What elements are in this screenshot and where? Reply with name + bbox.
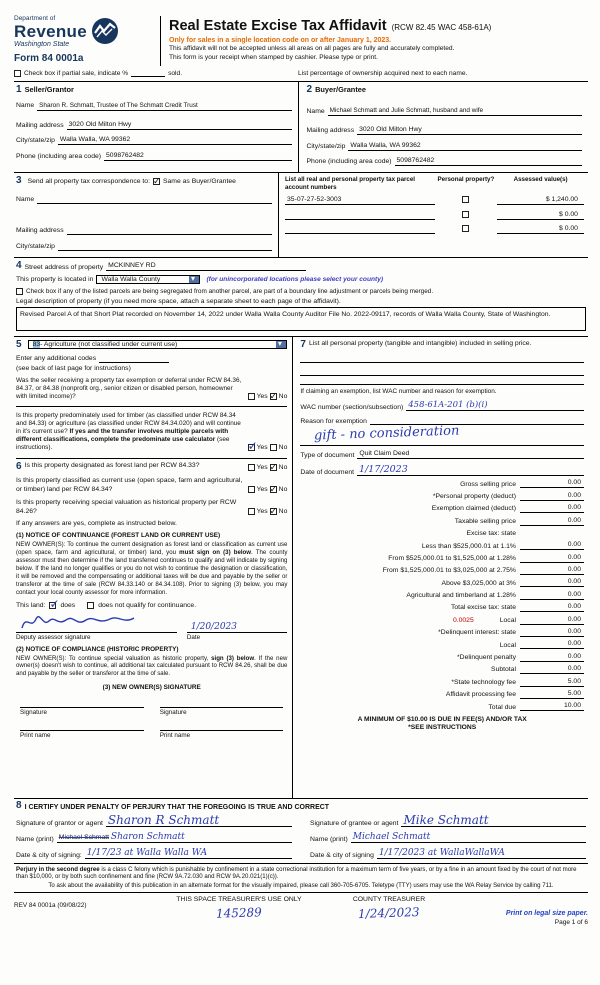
county-dropdown-value[interactable]: Walla Walla County	[101, 275, 161, 283]
signature-label: Signature	[20, 709, 47, 717]
seller-buyer-sections	[14, 81, 588, 172]
form-footer	[14, 892, 588, 926]
tier1-tax-field[interactable]: 0.00	[520, 541, 584, 550]
dept-of-label: Department of	[14, 15, 56, 22]
doc-date-label: Date of document	[300, 468, 355, 476]
partial-sold-label: sold.	[168, 70, 183, 77]
buyer-mailing-field[interactable]: 3020 Old Milton Hwy	[357, 126, 582, 135]
assessed-value-field[interactable]: $ 0.00	[497, 211, 584, 220]
parcel-row	[285, 196, 584, 205]
exemption-note: If claiming an exemption, list WAC number and reason for exemption.	[300, 387, 497, 395]
section-7-number: 7	[300, 338, 306, 350]
doc-date-field[interactable]: 1/17/2023	[357, 464, 584, 476]
agri-timber-tax-field[interactable]: 0.00	[520, 591, 584, 600]
page-title: Real Estate Excise Tax Affidavit	[169, 18, 387, 34]
section-certification	[14, 798, 588, 863]
tax-line: From $525,000.01 to $1,525,000 at 1.28% 0.00	[300, 554, 584, 563]
q2-yes-checkbox[interactable]	[248, 444, 255, 451]
corr-mailing-label: Mailing address	[16, 227, 64, 235]
reason-exemption-field[interactable]	[370, 416, 584, 425]
tax-line: *Personal property (deduct) 0.00	[300, 492, 584, 501]
seller-phone-field[interactable]: 5098762482	[104, 152, 291, 161]
q1-yes-checkbox[interactable]	[248, 393, 255, 400]
grantee-name-field[interactable]: Michael Schmatt	[351, 832, 586, 843]
revenue-wordmark: Revenue	[14, 21, 87, 41]
section-property	[14, 257, 588, 336]
section-6-number: 6	[16, 461, 22, 473]
print-name-label: Print name	[20, 732, 51, 740]
assessed-col-header: Assessed value(s)	[513, 176, 568, 184]
print-legal-note: Print on legal size paper.	[505, 910, 588, 918]
grantor-signature-label: Signature of grantor or agent	[16, 819, 103, 827]
legal-description-label: Legal description of property (if you need more space, attach a separate sheet to each page of the affidavit).	[16, 297, 341, 305]
if-yes-note: If any answers are yes, complete as instructed below.	[16, 520, 177, 528]
yes-label: Yes	[256, 507, 268, 515]
tax-line: Agricultural and timberland at 1.28% 0.00	[300, 591, 584, 600]
deputy-date-value: 1/20/2023	[190, 621, 237, 632]
q1-no-checkbox[interactable]	[270, 393, 277, 400]
no-label: No	[278, 507, 288, 515]
buyer-mailing-label: Mailing address	[306, 127, 355, 134]
section-1-number: 1	[16, 84, 22, 95]
does-qualify-checkbox[interactable]	[49, 602, 56, 609]
tax-line: Less than $525,000.01 at 1.1% 0.00	[300, 541, 584, 550]
section-buyer	[298, 82, 589, 172]
certify-statement: I CERTIFY UNDER PENALTY OF PERJURY THAT THE FOREGOING IS TRUE AND CORRECT	[24, 803, 330, 811]
dor-logo-block	[14, 16, 152, 64]
personal-prop-checkbox[interactable]	[462, 225, 469, 232]
county-dropdown[interactable]	[96, 275, 200, 284]
county-treasurer-stamp: 1/24/2023	[358, 905, 420, 922]
grantor-name-label: Name (print)	[16, 835, 54, 843]
corr-city-label: City/state/zip	[16, 242, 55, 250]
tax-line: Local 0.00	[300, 640, 584, 649]
dropdown-arrow-icon[interactable]	[276, 341, 286, 348]
exemption-claimed-field[interactable]: 0.00	[520, 504, 584, 513]
personal-property-label: List all personal property (tangible and intangible) included in selling price.	[308, 339, 532, 347]
assessed-value-field[interactable]: $ 0.00	[497, 225, 584, 234]
technology-fee-field[interactable]: 5.00	[520, 678, 584, 687]
parcel-number-field[interactable]: 35-07-27-52-3003	[285, 196, 434, 205]
deputy-date-label: Date	[186, 633, 201, 641]
predominate-use-question: Is this property predominately used for timber (as classified under RCW 84.34 and 84.33) or agriculture (as classified under RCW 84.34.020) and will continue in it's current use?	[16, 412, 241, 436]
partial-sale-checkbox[interactable]	[14, 70, 21, 77]
tax-line: Taxable selling price 0.00	[300, 517, 584, 526]
tier3-tax-field[interactable]: 0.00	[520, 566, 584, 575]
personal-prop-col-header: Personal property?	[437, 176, 495, 184]
currentuse-no-checkbox[interactable]	[270, 486, 277, 493]
county-treasurer-label: COUNTY TREASURER	[352, 896, 426, 904]
notice-compliance-title: (2) NOTICE OF COMPLIANCE (HISTORIC PROPERTY)	[16, 645, 179, 653]
historic-yes-checkbox[interactable]	[248, 508, 255, 515]
buyer-name-field[interactable]: Michael Schmatt and Julie Schmatt, husband and wife	[328, 107, 582, 116]
total-state-excise-field[interactable]: 0.00	[520, 603, 584, 612]
partial-sale-row	[14, 70, 588, 77]
currentuse-yes-checkbox[interactable]	[248, 486, 255, 493]
dor-logo-icon	[91, 17, 119, 47]
street-address-label: Street address of property	[24, 263, 104, 271]
dropdown-arrow-icon[interactable]	[189, 276, 199, 283]
use-code-value[interactable]: 83	[32, 341, 41, 349]
rev-number: REV 84 0001a (09/08/22)	[14, 902, 87, 910]
partial-sale-label: Check box if partial sale, indicate %	[24, 70, 129, 77]
section-5-number: 5	[16, 338, 22, 350]
delinquent-penalty-field[interactable]: 0.00	[520, 653, 584, 662]
no-label: No	[278, 485, 288, 493]
section-tax-computation	[292, 337, 588, 798]
seller-phone-label: Phone (including area code)	[16, 152, 102, 160]
perjury-text: is a class C felony which is punishable by confinement in a state correctional institution for a maximum term of five years, or by a fine in an amount fixed by the court of not more than $10,000, or by both such confinement and fine (RCW 9A.72.030 and RCW 9A.20.021(1)(c)).	[16, 865, 577, 881]
main-columns	[14, 336, 588, 798]
yes-label: Yes	[256, 463, 268, 471]
segregated-label: Check box if any of the listed parcels are being segregated from another parcel, are part of a boundary line adjustment or parcels being merged.	[26, 287, 434, 295]
historic-no-checkbox[interactable]	[270, 508, 277, 515]
doc-type-field[interactable]: Quit Claim Deed	[357, 450, 584, 459]
tax-line: Affidavit processing fee 5.00	[300, 690, 584, 699]
signature-label: Signature	[159, 709, 187, 717]
wac-number-field[interactable]: 458-61A-201 (b)(i)	[406, 400, 584, 411]
corr-name-label: Name	[16, 196, 35, 204]
seller-title: Seller/Grantor	[24, 85, 74, 94]
personal-property-field-2[interactable]	[300, 363, 584, 376]
tax-line: Exemption claimed (deduct) 0.00	[300, 504, 584, 513]
historic-question: Is this property receiving special valuation as historical property per RCW 84.26?	[16, 499, 237, 515]
predominate-use-bold: If yes and the transfer involves multiple parcels with different classifications, complete the predominate use calculator	[16, 428, 229, 444]
wac-number-label: WAC number (section/subsection)	[300, 403, 404, 411]
delinquent-interest-local-field[interactable]: 0.00	[520, 640, 584, 649]
parcel-number-field[interactable]	[285, 225, 434, 234]
form-header	[14, 16, 588, 66]
page-number: Page 1 of 6	[554, 919, 588, 927]
header-notice-1: Only for sales in a single location code on or after January 1, 2023.	[169, 37, 392, 44]
no-label: No	[278, 463, 288, 471]
header-notice-3: This form is your receipt when stamped by cashier. Please type or print.	[169, 53, 378, 61]
buyer-phone-label: Phone (including area code)	[306, 158, 392, 166]
grantor-signature-field[interactable]: Sharon R Schmatt	[106, 816, 292, 827]
use-code-dropdown[interactable]	[28, 340, 288, 349]
does-not-label: does not qualify for continuance.	[98, 601, 197, 609]
yes-label: Yes	[256, 443, 268, 451]
street-address-field[interactable]: MCKINNEY RD	[106, 262, 306, 271]
section-correspondence	[14, 172, 588, 257]
seller-name-field[interactable]: Sharon R. Schmatt, Trustee of The Schmatt Credit Trust	[37, 102, 291, 111]
grantee-signature-label: Signature of grantee or agent	[310, 819, 399, 827]
does-not-qualify-checkbox[interactable]	[87, 602, 94, 609]
see-instructions-note: *SEE INSTRUCTIONS	[408, 724, 477, 732]
yes-label: Yes	[256, 392, 268, 400]
new-owner-signature-field-2[interactable]	[160, 697, 284, 708]
parcel-row	[285, 211, 584, 220]
delinquent-interest-state-field[interactable]: 0.00	[520, 628, 584, 637]
doc-type-label: Type of document	[300, 451, 355, 459]
yes-label: Yes	[256, 485, 268, 493]
does-label: does	[60, 601, 76, 609]
tax-line: 0.0025 Local 0.00	[300, 616, 584, 625]
forest-no-checkbox[interactable]	[270, 464, 277, 471]
reason-exemption-handwritten: gift - no consideration	[314, 423, 460, 444]
forest-land-question: Is this property designated as forest land per RCW 84.33?	[24, 462, 200, 470]
tax-line: Total excise tax: state 0.00	[300, 603, 584, 612]
this-land-label: This land:	[16, 601, 46, 609]
tax-line: Above $3,025,000 at 3% 0.00	[300, 578, 584, 587]
total-due-field[interactable]: 10.00	[520, 702, 584, 711]
grantor-date-field[interactable]: 1/17/23 at Walla Walla WA	[85, 848, 292, 859]
tier4-tax-field[interactable]: 0.00	[520, 578, 584, 587]
section-designation: 6 Is this property designated as forest land per RCW 84.33? Yes ✓ No Is this property classified as current use (open space, farm and agricultural, or timber) land per RCW 84.34? Yes ✓ No Is this property receiving special valuation as historical property per RCW 84.26? Yes ✓ No If any answers are yes, complete as instructed below. (1) NOTICE OF CONTINUANCE (FOREST LAND OR CURRENT USE) NEW OWNER(S): To continue the current designation as forest land or classification as current use (open space, farm and agricultural, or timber) land, you must sign on (3) below. The county assessor must then determine if the land transferred continues to qualify and will indicate by signing below. If the land no longer qualifies or you do not wish to continue the designation or classification, it will be removed and the compensating or additional taxes will be due and payable by the seller or transferor at the time of sale (RCW 84.33.140 or 84.34.108). Prior to signing (3) below, you may contact your local county assessor for more information. This land: ✓ does does not qualify for continuance. 1/20/2023 Deputy assessor signature Date (2) NOTICE OF COMPLIANCE (HISTORIC PROPERTY) NEW OWNER(S): To continue special valuation as historic property, sign (3) below. If the new owner(s) doesn't wish to continue, all additional tax calculated pursuant to RCW 84.26, shall be due and payable by the seller or transferor at the time of sale. (3) NEW OWNER(S) SIGNATURE Signature Signature Print name Print name	[16, 462, 287, 743]
seller-name-label: Name	[16, 102, 35, 110]
deputy-assessor-signature	[18, 610, 138, 636]
reason-exemption-label: Reason for exemption	[300, 417, 367, 425]
taxable-selling-price-field[interactable]: 0.00	[520, 517, 584, 526]
section-4-number: 4	[16, 259, 22, 271]
tax-line: *Delinquent penalty 0.00	[300, 653, 584, 662]
legal-description-field[interactable]: Revised Parcel A of that Short Plat recorded on November 14, 2022 under Walla Walla County Auditor File No. 2022-09117, records of Walla Walla County, State of Washington.	[16, 307, 586, 331]
tax-line: *State technology fee 5.00	[300, 678, 584, 687]
continuance-text: NEW OWNER(S): To continue the current designation as forest land or classification as current use (open space, farm and agricultural, or timber) land, you	[16, 541, 288, 556]
personal-prop-checkbox[interactable]	[462, 211, 469, 218]
new-owner-printname-field-2[interactable]	[160, 720, 284, 731]
buyer-city-label: City/state/zip	[306, 142, 346, 150]
grantor-name-handwritten: Sharon Schmatt	[110, 831, 185, 842]
same-as-buyer-checkbox[interactable]	[153, 178, 160, 185]
current-use-question: Is this property classified as current use (open space, farm and agricultural, or timber) land per RCW 84.34?	[16, 477, 243, 493]
personal-property-field-1[interactable]	[300, 350, 584, 363]
grantee-name-label: Name (print)	[310, 835, 348, 843]
seller-mailing-label: Mailing address	[16, 121, 64, 129]
seller-mailing-field[interactable]: 3020 Old Milton Hwy	[67, 121, 292, 130]
header-divider	[160, 16, 161, 66]
exemption-deferral-question: Was the seller receiving a property tax exemption or deferral under RCW 84.36, 84.37, or 84.38 (nonprofit org., senior citizen or disabled person, homeowner with limited income)?	[16, 377, 242, 401]
grantee-date-field[interactable]: 1/17/2023 at WallaWallaWA	[377, 848, 586, 859]
buyer-name-label: Name	[306, 107, 325, 115]
treasurer-use-label: THIS SPACE TREASURER'S USE ONLY	[176, 896, 302, 904]
buyer-phone-field[interactable]: 5098762482	[395, 157, 582, 166]
washington-state-label: Washington State	[14, 40, 70, 48]
buyer-title: Buyer/Grantee	[315, 85, 366, 94]
section-seller	[14, 82, 298, 172]
ownership-percent-note: List percentage of ownership acquired next to each name.	[298, 70, 468, 77]
personal-property-deduct-field[interactable]: 0.00	[520, 492, 584, 501]
personal-prop-checkbox[interactable]	[462, 196, 469, 203]
parcel-table	[278, 173, 588, 257]
no-label: No	[278, 443, 288, 451]
section-8-number: 8	[16, 799, 22, 811]
section-2-number: 2	[306, 84, 313, 95]
section-3-number: 3	[16, 175, 22, 187]
tax-line: From $1,525,000.01 to $3,025,000 at 2.75% 0.00	[300, 566, 584, 575]
located-in-label: This property is located in	[16, 275, 94, 283]
grantor-name-field[interactable]	[57, 832, 292, 843]
parcel-col-header: List all real and personal property tax parcel account numbers	[285, 176, 416, 191]
section-use-code	[16, 340, 287, 452]
header-notice-2: This affidavit will not be accepted unless all areas on all pages are fully and accurately completed.	[169, 45, 455, 53]
predominate-use-tail: (see instructions).	[16, 436, 230, 452]
compliance-text: NEW OWNER(S): To continue special valuation as historic property,	[16, 654, 212, 662]
treasurer-stamp: 145289	[215, 905, 263, 922]
corr-mailing-field[interactable]	[67, 226, 272, 235]
new-owner-signature-field-1[interactable]	[20, 697, 144, 708]
segregated-checkbox[interactable]	[16, 288, 23, 295]
additional-codes-field[interactable]	[99, 362, 169, 363]
perjury-bold: Perjury in the second degree	[16, 865, 100, 873]
seller-city-label: City/state/zip	[16, 137, 55, 145]
additional-codes-label: Enter any additional codes	[16, 354, 97, 362]
parcel-number-field[interactable]	[285, 211, 434, 220]
same-as-buyer-label: Same as Buyer/Grantee	[162, 177, 236, 185]
subtotal-field[interactable]: 0.00	[520, 665, 584, 674]
gross-selling-price-field[interactable]: 0.00	[520, 479, 584, 488]
deputy-assessor-signature-field[interactable]	[16, 611, 177, 633]
no-label: No	[278, 392, 288, 400]
forest-yes-checkbox[interactable]	[248, 464, 255, 471]
form-number: Form 84 0001a	[14, 53, 84, 64]
corr-name-field[interactable]	[37, 195, 272, 204]
correspondence-label: Send all property tax correspondence to:	[27, 177, 150, 185]
local-tax-field[interactable]: 0.00	[520, 616, 584, 625]
tax-line: Subtotal 0.00	[300, 665, 584, 674]
grantee-date-label: Date & city of signing	[310, 851, 374, 859]
print-name-label: Print name	[159, 732, 191, 740]
notice-continuance-title: (1) NOTICE OF CONTINUANCE (FOREST LAND OR CURRENT USE)	[16, 532, 221, 540]
perjury-statement	[14, 863, 588, 893]
grantor-name-printed: Michael Schmatt	[58, 833, 110, 841]
tax-line: Total due 10.00	[300, 702, 584, 711]
tax-line: *Delinquent interest: state 0.00	[300, 628, 584, 637]
deputy-date-field[interactable]	[187, 611, 288, 633]
processing-fee-field[interactable]: 5.00	[520, 690, 584, 699]
buyer-city-field[interactable]: Walla Walla, WA 99362	[348, 142, 582, 151]
unincorporated-note: (for unincorporated locations please select your county)	[206, 275, 384, 283]
assessed-value-field[interactable]: $ 1,240.00	[497, 196, 584, 205]
local-rate-value: 0.0025	[452, 616, 474, 624]
grantee-signature-field[interactable]: Mike Schmatt	[401, 816, 586, 827]
minimum-due-note: A MINIMUM OF $10.00 IS DUE IN FEE(S) AND/OR TAX	[357, 716, 527, 724]
corr-city-field[interactable]	[58, 242, 272, 251]
use-code-text[interactable]: - Agriculture (not classified under current use)	[40, 341, 178, 349]
parcel-row	[285, 225, 584, 234]
alt-format-note: To ask about the availability of this publication in an alternate format for the visually impaired, please call 360-705-6705. Teletype (TTY) users may use the WA Relay Service by calling 711.	[48, 882, 554, 890]
tax-line: Gross selling price 0.00	[300, 479, 584, 488]
see-back-note: (see back of last page for instructions)	[16, 365, 131, 373]
tier2-tax-field[interactable]: 0.00	[520, 554, 584, 563]
new-owner-signature-title: (3) NEW OWNER(S) SIGNATURE	[102, 684, 201, 692]
partial-percent-field[interactable]	[131, 76, 165, 77]
deputy-signature-label: Deputy assessor signature	[16, 633, 91, 641]
tax-line: Excise tax: state	[466, 530, 516, 538]
new-owner-printname-field-1[interactable]	[20, 720, 144, 731]
grantor-date-label: Date & city of signing:	[16, 851, 82, 859]
q2-no-checkbox[interactable]	[270, 444, 277, 451]
rcw-reference: (RCW 82.45 WAC 458-61A)	[391, 23, 492, 32]
seller-city-field[interactable]: Walla Walla, WA 99362	[58, 136, 292, 145]
